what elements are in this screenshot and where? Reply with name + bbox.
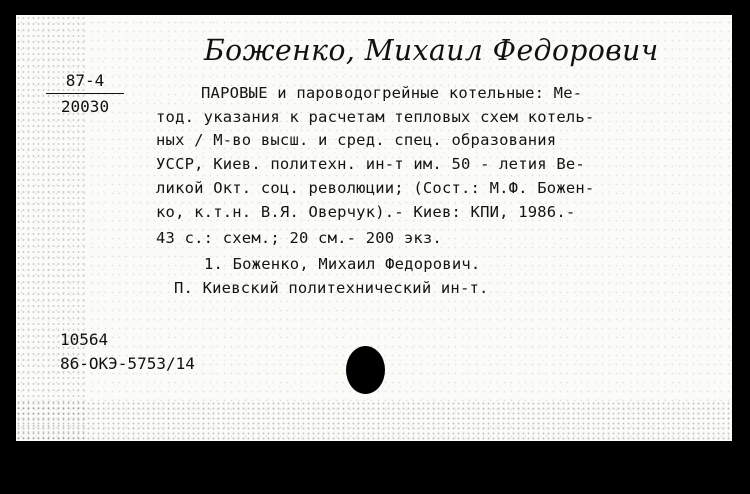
tracing-1: 1. Боженко, Михаил Федорович.: [204, 255, 481, 273]
punch-hole: [346, 346, 385, 394]
body-line-1: ПАРОВЫЕ и пароводогрейные котельные: Ме-: [201, 84, 583, 102]
call-number: [46, 71, 124, 116]
body-line-4: УССР, Киев. политехн. ин-т им. 50 - летия Ве-: [156, 155, 585, 173]
handwritten-author-name: Боженко, Михаил Федорович: [204, 33, 659, 67]
scan-noise-bottom: [16, 401, 732, 441]
body-line-6: ко, к.т.н. В.Я. Оверчук).- Киев: КПИ, 1986.-: [156, 203, 576, 221]
tracing-2: П. Киевский политехнический ин-т.: [174, 279, 489, 297]
body-line-2: тод. указания к расчетам тепловых схем котель-: [156, 108, 595, 126]
body-line-3: ных / М-во высш. и сред. спец. образования: [156, 131, 557, 149]
body-line-5: ликой Окт. соц. революции; (Сост.: М.Ф. Божен-: [156, 179, 595, 197]
order-number: 86-ОКЭ-5753/14: [60, 354, 195, 373]
body-line-7: 43 с.: схем.; 20 см.- 200 экз.: [156, 229, 442, 247]
call-number-top: 87-4: [46, 71, 124, 94]
accession-number: 10564: [60, 330, 109, 349]
catalog-card: [16, 15, 732, 441]
call-number-bottom: 20030: [60, 97, 110, 116]
